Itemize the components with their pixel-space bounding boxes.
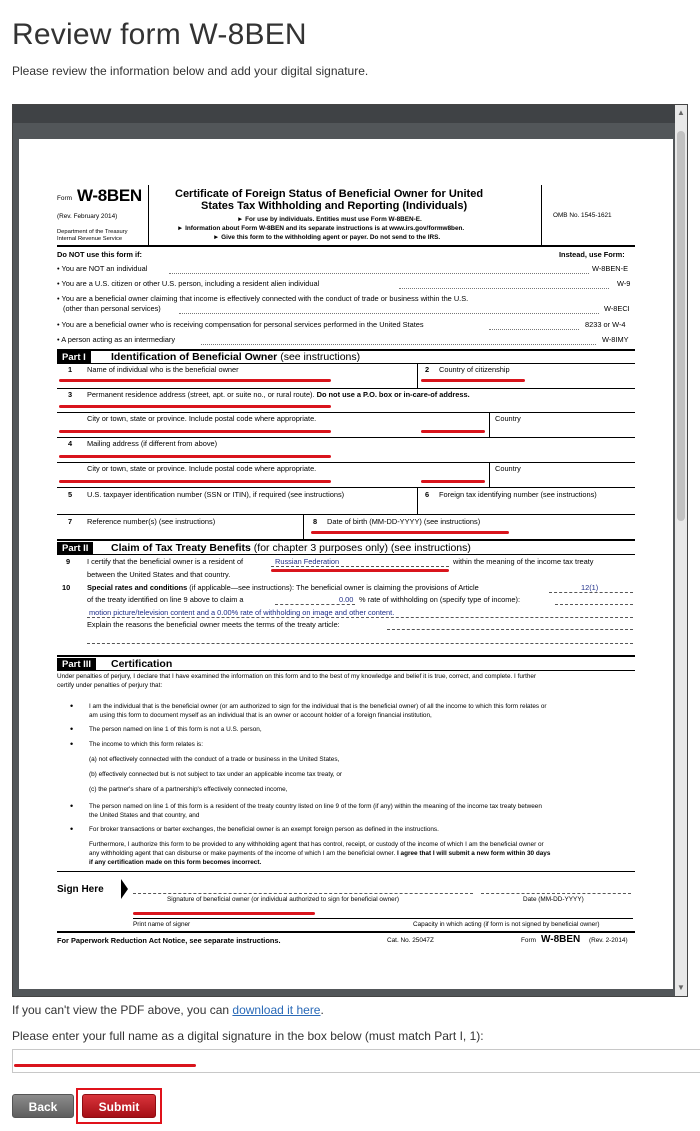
form-note-3: ► Give this form to the withholding agent or payer. Do not send to the IRS. (213, 234, 441, 241)
line-10-label-c: % rate of withholding on (specify type of income): (359, 595, 521, 604)
cert-bullet-1b: am using this form to document myself as an individual that is an owner or account holder of a foreign financial institution, (89, 712, 432, 719)
signature-input[interactable] (12, 1049, 700, 1073)
line-1-number: 1 (68, 365, 73, 374)
print-name-highlight (133, 912, 315, 915)
line-6-label: Foreign tax identifying number (see instructions) (439, 490, 597, 499)
line-3-label: Permanent residence address (street, apt. or suite no., or rural route). Do not use a P.O. box or in-care-of address. (87, 390, 470, 399)
line-1-highlight (59, 379, 331, 382)
line-4-country-label: Country (495, 464, 521, 473)
line-3-number: 3 (68, 390, 73, 399)
cert-further-3: if any certification made on this form becomes incorrect. (89, 859, 262, 866)
part-1-title: Identification of Beneficial Owner (see instructions) (111, 351, 361, 363)
line-4-country-highlight (421, 480, 485, 483)
line-9-country-value: Russian Federation (275, 557, 340, 566)
part-3-title: Certification (111, 658, 173, 670)
line-3-city-highlight (59, 430, 331, 433)
cert-bullet-3: The income to which this form relates is: (89, 741, 204, 748)
line-3-country-highlight (421, 430, 485, 433)
line-10-label-b: of the treaty identified on line 9 above to claim a (87, 595, 244, 604)
line-10-income-value: motion picture/television content and a 0.00% rate of withholding on image and other content. (89, 608, 395, 617)
line-5-number: 5 (68, 490, 73, 499)
line-8-number: 8 (313, 517, 318, 526)
footer-paperwork: For Paperwork Reduction Act Notice, see separate instructions. (57, 936, 281, 945)
line-2-number: 2 (425, 365, 430, 374)
pdf-viewer[interactable] (12, 104, 688, 997)
scroll-up-arrow-icon[interactable]: ▲ (677, 108, 685, 117)
line-8-highlight (311, 531, 509, 534)
line-10-article-value: 12(1) (581, 583, 599, 592)
line-4-highlight (59, 455, 331, 458)
cert-bullet-3c: (c) the partner's share of a partnership's effectively connected income, (89, 786, 288, 793)
sign-here-label: Sign Here (57, 884, 104, 895)
pdf-scrollbar[interactable] (675, 105, 687, 996)
form-note-2: ► Information about Form W-8BEN and its separate instructions is at www.irs.gov/formw8ben. (177, 225, 465, 232)
line-10-label-d: Explain the reasons the beneficial owner meets the terms of the treaty article: (87, 620, 340, 629)
cert-bullet-3a: (a) not effectively connected with the conduct of a trade or business in the United States, (89, 756, 340, 763)
form-revision: (Rev. February 2014) (57, 213, 118, 220)
line-1-label: Name of individual who is the beneficial owner (87, 365, 239, 374)
line-9-highlight (271, 569, 449, 572)
signature-input-highlight (14, 1064, 196, 1067)
sign-here-arrow-icon (121, 879, 128, 899)
dnu-row-1: • You are NOT an individual (57, 264, 148, 273)
download-link[interactable]: download it here (232, 1003, 321, 1017)
footer-revision: (Rev. 2-2014) (589, 937, 628, 944)
cert-intro-1: Under penalties of perjury, I declare that I have examined the information on this form and to the best of my knowledge and belief it is true, correct, and complete. I further (57, 673, 537, 680)
date-label: Date (MM-DD-YYYY) (523, 896, 584, 903)
form-word: Form (57, 195, 72, 202)
print-name-label: Print name of signer (133, 921, 191, 928)
cert-further-2: any withholding agent that can disburse or make payments of the income of which I am the beneficial owner. I agree that I will submit a new form within 30 days (89, 850, 551, 857)
part-1-label: Part I (57, 351, 91, 364)
footer-cat-number: Cat. No. 25047Z (387, 937, 434, 944)
line-10-rate-value: 0.00 (339, 595, 354, 604)
cert-bullet-4a: The person named on line 1 of this form is a resident of the treaty country listed on line 9 of the form (if any) within the meaning of the income tax treaty between (89, 803, 542, 810)
line-2-label: Country of citizenship (439, 365, 510, 374)
line-9-number: 9 (66, 557, 71, 566)
dnu-row-5: • A person acting as an intermediary (57, 335, 176, 344)
dnu-row-3: • You are a beneficial owner claiming that income is effectively connected with the conduct of trade or business within the U.S. (57, 294, 469, 303)
form-note-1: ► For use by individuals. Entities must use Form W-8BEN-E. (237, 216, 422, 223)
line-8-label: Date of birth (MM-DD-YYYY) (see instructions) (327, 517, 481, 526)
dnu-form-5: W-8IMY (602, 335, 629, 344)
form-heading-1: Certificate of Foreign Status of Beneficial Owner for United (175, 188, 484, 200)
line-10-label-a: Special rates and conditions (if applicable—see instructions): The beneficial owner is claiming the provisions of Article (87, 583, 479, 592)
page-title: Review form W-8BEN (12, 18, 307, 51)
line-4-city-highlight (59, 480, 331, 483)
line-9-label-c: between the United States and that country. (87, 570, 231, 579)
dnu-form-2: W-9 (617, 279, 631, 288)
line-4-city-label: City or town, state or province. Include postal code where appropriate. (87, 464, 317, 473)
dnu-form-4: 8233 or W-4 (585, 320, 626, 329)
line-7-label: Reference number(s) (see instructions) (87, 517, 216, 526)
line-5-label: U.S. taxpayer identification number (SSN or ITIN), if required (see instructions) (87, 490, 345, 499)
submit-button[interactable]: Submit (82, 1094, 156, 1118)
form-irs: Internal Revenue Service (57, 236, 123, 242)
form-department: Department of the Treasury (57, 229, 128, 235)
cert-further-1: Furthermore, I authorize this form to be provided to any withholding agent that has control, receipt, or custody of the income of which I am the beneficial owner or (89, 841, 544, 848)
cert-bullet-2: The person named on line 1 of this form is not a U.S. person, (89, 726, 262, 733)
form-name: W-8BEN (77, 186, 142, 205)
line-2-highlight (421, 379, 525, 382)
pdf-viewer-toolbar (13, 105, 687, 123)
dnu-row-4: • You are a beneficial owner who is receiving compensation for personal services performed in the United States (57, 320, 424, 329)
cert-bullet-1a: I am the individual that is the beneficial owner (or am authorized to sign for the individual that is the beneficial owner) of all the income to which this form relates or (89, 703, 547, 710)
part-3-label: Part III (57, 658, 96, 671)
line-9-label-b: within the meaning of the income tax treaty (453, 557, 594, 566)
dnu-form-3: W-8ECI (604, 304, 630, 313)
line-4-number: 4 (68, 439, 73, 448)
signature-label: Signature of beneficial owner (or individual authorized to sign for beneficial owner) (167, 896, 399, 903)
footer-form-name: W-8BEN (541, 934, 581, 945)
page-subtitle: Please review the information below and add your digital signature. (12, 64, 369, 78)
footer-form-word: Form (521, 937, 536, 944)
dnu-form-1: W-8BEN-E (592, 264, 629, 273)
line-6-number: 6 (425, 490, 430, 499)
part-2-title: Claim of Tax Treaty Benefits (for chapter 3 purposes only) (see instructions) (111, 542, 471, 554)
cert-bullet-3b: (b) effectively connected but is not subject to tax under an applicable income tax treaty, or (89, 771, 343, 778)
line-7-number: 7 (68, 517, 73, 526)
line-3-city-label: City or town, state or province. Include postal code where appropriate. (87, 414, 317, 423)
omb-number: OMB No. 1545-1621 (553, 212, 612, 219)
dnu-row-3b: (other than personal services) (63, 304, 161, 313)
signature-prompt: Please enter your full name as a digital signature in the box below (must match Part I, 1): (12, 1029, 484, 1043)
line-10-number: 10 (62, 583, 71, 592)
cert-bullet-4b: the United States and that country, and (89, 812, 200, 819)
back-button[interactable]: Back (12, 1094, 74, 1118)
pdf-page: Form W-8BEN (Rev. February 2014) Department of the Treasury Internal Revenue Service Certificate of Foreign Status of Beneficial Owner for United States Tax Withholding and Reporting (Individuals) ► For use by individuals. Entities must use Form W-8BEN-E. ► Information about Form W-8BEN and its separate instructions is at www.irs.gov/formw8ben. ► Give this form to the withholding agent or payer. Do not send to the IRS. OMB No. 1545-1621 Do NOT use this form if: Instead, use Form: • You are NOT an individual W-8BEN-E • You are a U.S. citizen or other U.S. person, including a resident alien individual W-9 • You are a beneficial owner claiming that income is effectively connected with the conduct of trade or business within the U.S. (other than personal services) W-8ECI • You are a beneficial owner who is receiving compensation for personal services performed in the United States 8233 or W-4 • A person acting as an intermediary W-8IMY Part I Identification of Beneficial Owner (see instructions) 1 Name of individual who is the beneficial owner 2 Country of citizenship 3 Permanent residence address (street, apt. or suite no., or rural route). Do not use a P.O. box or in-care-of address. City or town, state or province. Include postal code where appropriate. Country 4 Mailing address (if different from above) City or town, state or province. Include postal code where appropriate. Country 5 U.S. taxpayer identification number (SSN or ITIN), if required (see instructions) 6 Foreign tax identifying number (see instructions) 7 Reference number(s) (see instructions) 8 Date of birth (MM-DD-YYYY) (see instructions) Part II Claim of Tax Treaty Benefits (for chapter 3 purposes only) (see instructions) 9 I certify that the beneficial owner is a resident of Russian Federation within the meaning of the income tax treaty between the United States and that country. 10 Special rates and conditions (if applicable—see instructions): The beneficial owner is claiming the provisions of Article 12(1) of the treaty identified on line 9 above to claim a 0.00 % rate of withholding on (specify type of income): motion picture/television content and a 0.00% rate of withholding on image and other content. Explain the reasons the beneficial owner meets the terms of the treaty article: Part III Certification Under penalties of perjury, I declare that I have examined the information on this form and to the best of my knowledge and belief it is true, correct, and complete. I further certify under penalties of perjury that: • I am the individual that is the beneficial owner (or am authorized to sign for the individual that is the beneficial owner) of all the income to which this form relates or am using this form to document myself as an individual that is an owner or account holder of a foreign financial institution, • The person named on line 1 of this form is not a U.S. person, • The income to which this form relates is: (a) not effectively connected with the conduct of a trade or business in the United States, (b) effectively connected but is not subject to tax under an applicable income tax treaty, or (c) the partner's share of a partnership's effectively connected income, • The person named on line 1 of this form is a resident of the treaty country listed on line 9 of the form (if any) within the meaning of the income tax treaty between the United States and that country, and • For broker transactions or barter exchanges, the beneficial owner is an exempt foreign person as defined in the instructions. Furthermore, I authorize this form to be provided to any withholding agent that has control, receipt, or custody of the income of which I am the beneficial owner or any withholding agent that can disburse or make payments of the income of which I am the beneficial owner. I agree that I will submit a new form within 30 days if any certification made on this form becomes incorrect. Sign Here Signature of beneficial owner (or individual authorized to sign for beneficial owner) Date (MM-DD-YYYY) Print name of signer Capacity in which acting (if form is not signed by beneficial owner) For Paperwork Reduction Act Notice, see separate instructions. Cat. No. 25047Z Form W-8BEN (Rev. 2-2014) (19, 139, 673, 989)
do-not-use-heading: Do NOT use this form if: (57, 250, 142, 259)
line-9-label-a: I certify that the beneficial owner is a resident of (87, 557, 244, 566)
dnu-row-2: • You are a U.S. citizen or other U.S. person, including a resident alien individual (57, 279, 320, 288)
pdf-scrollbar-thumb[interactable] (677, 131, 685, 521)
cert-bullet-5: For broker transactions or barter exchanges, the beneficial owner is an exempt foreign person as defined in the instructions. (89, 826, 439, 833)
line-4-label: Mailing address (if different from above) (87, 439, 218, 448)
capacity-label: Capacity in which acting (if form is not signed by beneficial owner) (413, 921, 600, 928)
form-heading-2: States Tax Withholding and Reporting (Individuals) (201, 200, 468, 212)
instead-heading: Instead, use Form: (559, 250, 625, 259)
cert-intro-2: certify under penalties of perjury that: (57, 682, 163, 689)
line-3-highlight (59, 405, 331, 408)
line-3-country-label: Country (495, 414, 521, 423)
cant-view-text: If you can't view the PDF above, you can download it here. (12, 1003, 324, 1017)
scroll-down-arrow-icon[interactable]: ▼ (677, 983, 685, 992)
part-2-label: Part II (57, 542, 93, 555)
